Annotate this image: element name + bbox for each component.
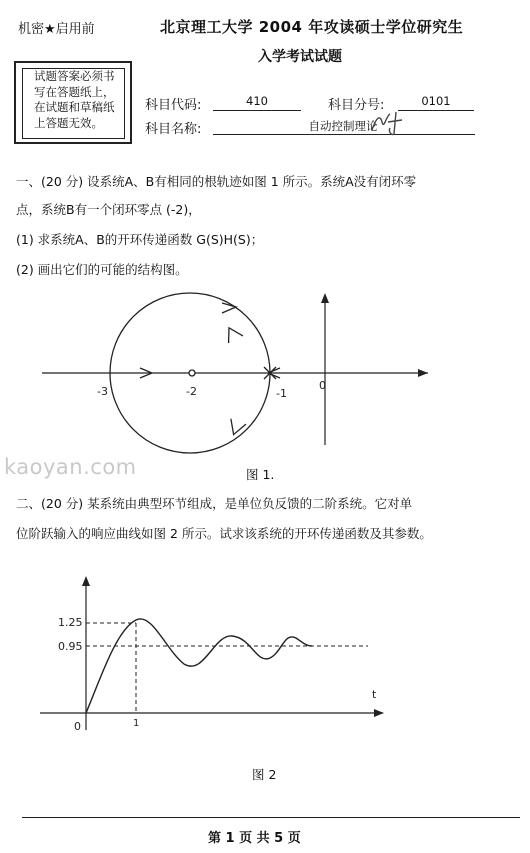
axis-label-minus2: -2	[186, 385, 197, 398]
locus-arrow-upper-right	[222, 324, 243, 344]
figure2-step-response	[0, 570, 530, 745]
subject-number-value: 0101	[421, 94, 451, 108]
exam-title: 北京理工大学 2004 年攻读硕士学位研究生	[160, 18, 464, 36]
page-number: 第 1 页 共 5 页	[208, 831, 301, 846]
x-axis-arrowhead	[374, 709, 384, 717]
subject-name-underline	[213, 134, 475, 135]
subject-number-underline	[398, 110, 474, 111]
watermark: kaoyan.com	[4, 455, 137, 479]
notice-box	[14, 61, 132, 144]
subject-code-underline	[213, 110, 301, 111]
question1-line4: (2) 画出它们的可能的结构图。	[16, 262, 188, 277]
axis-label-minus1: -1	[276, 387, 287, 400]
notice-line: 上答题无效。	[34, 115, 103, 130]
label-peak-time: 1	[133, 718, 140, 729]
handwritten-mark	[368, 108, 408, 136]
zero-marker	[189, 370, 195, 376]
axis-label-zero: 0	[319, 379, 326, 392]
subject-name-value: 自动控制理论	[308, 119, 378, 133]
notice-line: 试题答案必须书	[34, 69, 115, 83]
question1-line3: (1) 求系统A、B的开环传递函数 G(S)H(S)；	[16, 232, 264, 247]
response-curve	[86, 619, 312, 713]
subject-name-label: 科目名称:	[145, 122, 202, 137]
question2-line2: 位阶跃输入的响应曲线如图 2 所示。试求该系统的开环传递函数及其参数。	[16, 526, 432, 541]
figure1-root-locus	[0, 285, 530, 460]
notice-line: 写在答题纸上，	[34, 84, 115, 99]
imaginary-axis-arrowhead	[321, 293, 329, 303]
label-peak-value: 1.25	[58, 616, 83, 629]
label-origin: 0	[74, 720, 81, 733]
subject-code-label: 科目代码:	[145, 98, 202, 113]
locus-arrow-lower-right	[226, 419, 246, 438]
locus-arrow-top	[222, 303, 236, 313]
label-steady-value: 0.95	[58, 640, 83, 653]
real-axis-arrowhead	[418, 369, 428, 377]
figure1-caption: 图 1.	[246, 467, 275, 482]
notice-inner-frame	[22, 68, 125, 139]
axis-label-minus3: -3	[97, 385, 108, 398]
subject-code-value: 410	[246, 94, 268, 108]
question1-line1: 一、(20 分) 设系统A、B有相同的根轨迹如图 1 所示。系统A没有闭环零	[16, 174, 417, 189]
footer-rule	[22, 817, 520, 818]
figure2-caption: 图 2	[252, 767, 277, 782]
question2-line1: 二、(20 分) 某系统由典型环节组成，是单位负反馈的二阶系统。它对单	[16, 496, 413, 511]
notice-line: 在试题和草稿纸	[34, 100, 115, 114]
exam-subtitle: 入学考试试题	[258, 49, 342, 65]
subject-number-label: 科目分号:	[328, 98, 385, 113]
question1-line2: 点，系统B有一个闭环零点 (-2)，	[16, 202, 201, 217]
label-time-axis: t	[372, 688, 377, 701]
secret-mark: 机密★启用前	[18, 22, 95, 37]
y-axis-arrowhead	[82, 576, 90, 586]
